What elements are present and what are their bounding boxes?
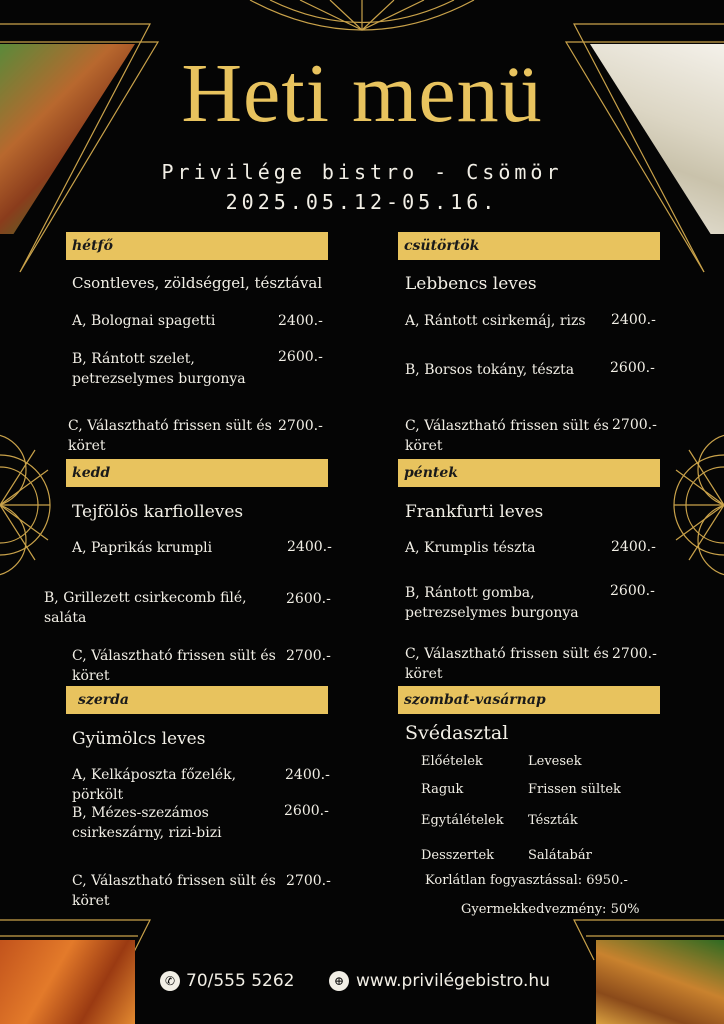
menu-item: B, Borsos tokány, tészta <box>405 362 575 378</box>
menu-price: 2400.- <box>611 539 656 555</box>
day-bar-weekend <box>398 686 660 714</box>
menu-price: 2700.- <box>612 646 657 662</box>
menu-price: 2600.- <box>278 349 323 365</box>
buffet-title: Svédasztal <box>405 722 509 744</box>
globe-icon: ⊕ <box>329 971 349 991</box>
menu-item: A, Krumplis tészta <box>405 540 536 556</box>
day-label: kedd <box>72 465 111 481</box>
buffet-price: Korlátlan fogyasztással: 6950.- <box>425 873 628 888</box>
buffet-item: Desszertek <box>421 848 495 863</box>
buffet-item: Salátabár <box>528 848 592 863</box>
kids-discount: Gyermekkedvezmény: 50% <box>461 902 640 917</box>
soup-thursday: Lebbencs leves <box>405 274 537 294</box>
phone-number[interactable]: 70/555 5262 <box>186 971 295 991</box>
day-bar-wednesday <box>66 686 328 714</box>
buffet-item: Tészták <box>528 813 578 828</box>
menu-item: B, Rántott gomba, petrezselymes burgonya <box>405 585 579 621</box>
menu-price: 2400.- <box>287 539 332 555</box>
day-label: hétfő <box>72 238 113 254</box>
menu-item: C, Választható frissen sült és köret <box>405 646 609 682</box>
menu-price: 2400.- <box>278 313 323 329</box>
restaurant-name: Privilége bistro - Csömör <box>161 160 563 184</box>
menu-item: A, Bolognai spagetti <box>72 313 216 329</box>
buffet-item: Előételek <box>421 754 483 769</box>
menu-price: 2700.- <box>278 418 323 434</box>
menu-price: 2600.- <box>284 803 329 819</box>
buffet-item: Raguk <box>421 782 464 797</box>
menu-price: 2700.- <box>612 417 657 433</box>
menu-item: B, Grillezett csirkecomb filé, saláta <box>44 590 247 626</box>
menu-price: 2700.- <box>286 648 331 664</box>
day-label: péntek <box>404 465 458 481</box>
day-label: szombat-vasárnap <box>404 692 546 708</box>
menu-item: A, Paprikás krumpli <box>72 540 213 556</box>
buffet-item: Frissen sültek <box>528 782 621 797</box>
day-bar-thursday <box>398 232 660 260</box>
menu-item: C, Választható frissen sült és köret <box>72 873 276 909</box>
day-bar-friday <box>398 459 660 487</box>
day-bar-tuesday <box>66 459 328 487</box>
date-range: 2025.05.12-05.16. <box>225 190 499 214</box>
menu-item: C, Választható frissen sült és köret <box>72 648 276 684</box>
soup-monday: Csontleves, zöldséggel, tésztával <box>72 274 323 292</box>
menu-item: C, Választható frissen sült és köret <box>405 418 609 454</box>
food-photo-bottom-left <box>0 940 135 1024</box>
menu-price: 2600.- <box>610 360 655 376</box>
menu-item: B, Mézes-szezámos csirkeszárny, rizi-bizi <box>72 805 222 841</box>
menu-item: A, Kelkáposzta főzelék, pörkölt <box>72 767 237 803</box>
menu-item: B, Rántott szelet, petrezselymes burgonya <box>72 351 246 387</box>
website-link[interactable]: www.privilégebistro.hu <box>356 971 550 991</box>
page-title: Heti menü <box>181 47 543 140</box>
phone-icon: ✆ <box>160 971 180 991</box>
day-label: csütörtök <box>404 238 480 254</box>
menu-item: C, Választható frissen sült és köret <box>68 418 272 454</box>
buffet-item: Levesek <box>528 754 582 769</box>
menu-price: 2400.- <box>611 312 656 328</box>
soup-wednesday: Gyümölcs leves <box>72 729 206 749</box>
menu-price: 2400.- <box>285 767 330 783</box>
menu-item: A, Rántott csirkemáj, rizs <box>405 313 586 329</box>
soup-tuesday: Tejfölös karfiolleves <box>72 502 244 522</box>
day-bar-monday <box>66 232 328 260</box>
day-label: szerda <box>78 692 129 708</box>
menu-price: 2600.- <box>286 591 331 607</box>
food-photo-bottom-right <box>596 940 724 1024</box>
menu-price: 2600.- <box>610 583 655 599</box>
buffet-item: Egytálételek <box>421 813 504 828</box>
soup-friday: Frankfurti leves <box>405 502 544 522</box>
menu-price: 2700.- <box>286 873 331 889</box>
